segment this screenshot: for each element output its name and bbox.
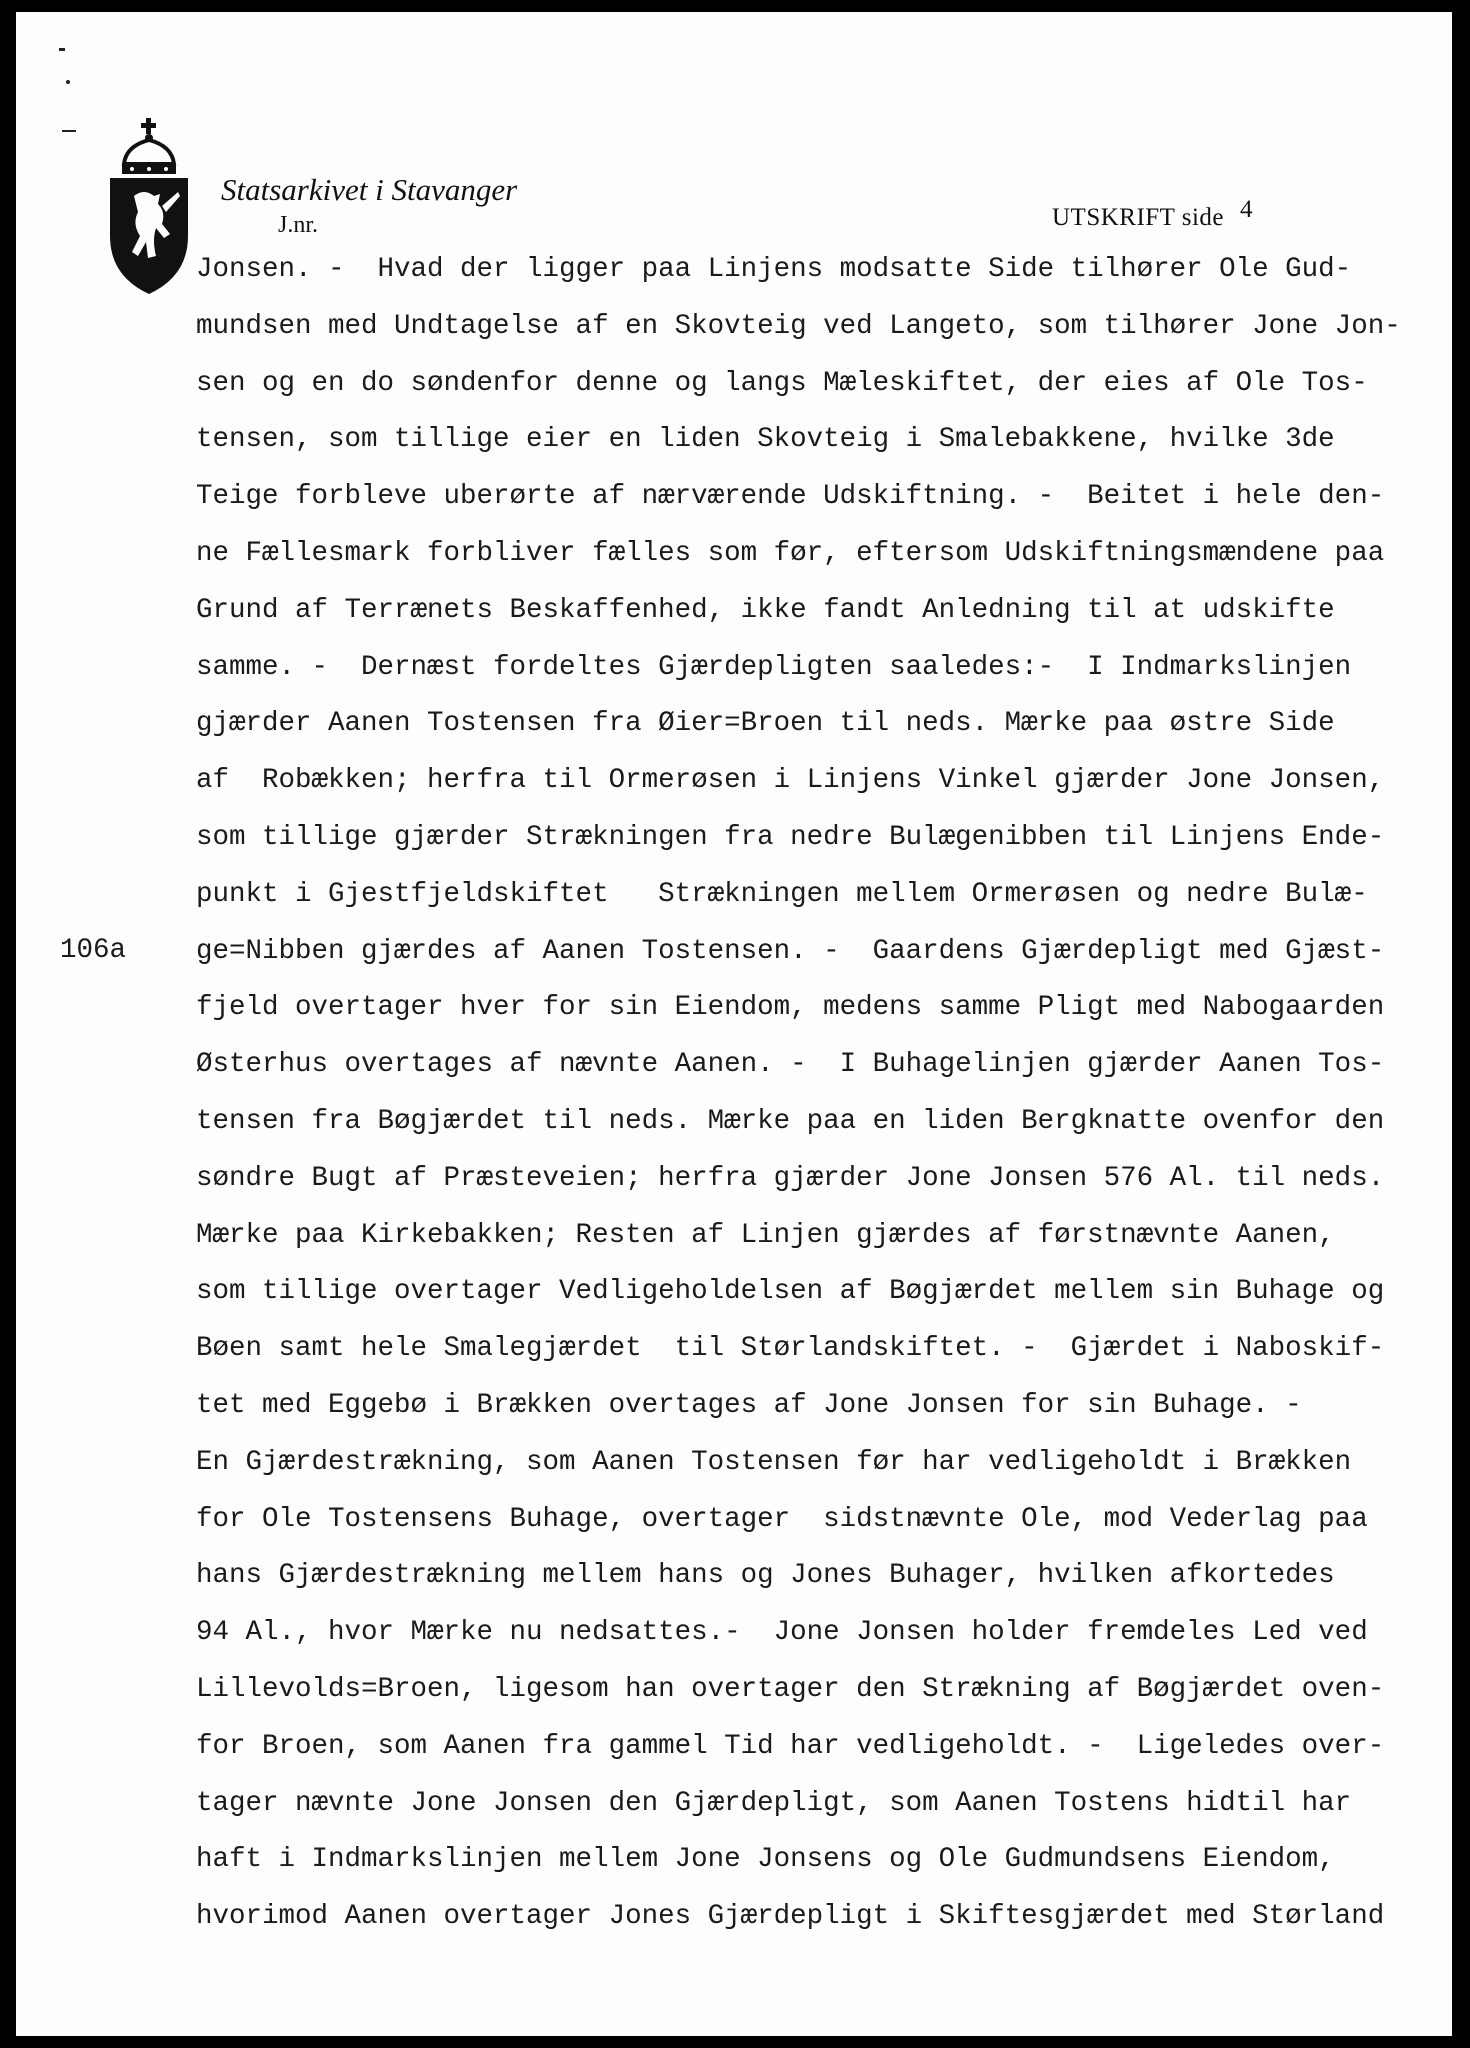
transcript-label: UTSKRIFT side [1052,204,1225,231]
page-number: 4 [1240,196,1254,223]
text-line: som tillige gjærder Strækningen fra nedre Bulægenibben til Linjens Ende- [196,821,1385,853]
text-line: af Robækken; herfra til Ormerøsen i Linjens Vinkel gjærder Jone Jonsen, [196,765,1385,797]
text-line: hans Gjærdestrækning mellem hans og Jones Buhager, hvilken afkortedes [196,1560,1335,1592]
text-line: En Gjærdestrækning, som Aanen Tostensen før har vedligeholdt i Brækken [196,1446,1352,1478]
text-line: Østerhus overtages af nævnte Aanen. - I Buhagelinjen gjærder Aanen Tos- [196,1049,1385,1081]
text-line: som tillige overtager Vedligeholdelsen af Bøgjærdet mellem sin Buhage og [196,1276,1385,1308]
text-line: haft i Indmarkslinjen mellem Jone Jonsens og Ole Gudmundsens Eiendom, [196,1844,1335,1876]
text-line: fjeld overtager hver for sin Eiendom, medens samme Pligt med Nabogaarden [196,992,1385,1024]
scan-mark [59,48,65,51]
text-line: tet med Eggebø i Brækken overtages af Jone Jonsen for sin Buhage. - [196,1389,1302,1421]
text-line: mundsen med Undtagelse af en Skovteig ved Langeto, som tilhører Jone Jon- [196,310,1401,342]
text-line: tensen fra Bøgjærdet til neds. Mærke paa en liden Bergknatte ovenfor den [196,1105,1385,1137]
transcript-body [196,252,1436,1956]
text-line: Jonsen. - Hvad der ligger paa Linjens modsatte Side tilhører Ole Gud- [196,254,1352,285]
document-page [16,12,1452,2036]
text-line: for Ole Tostensens Buhage, overtager sidstnævnte Ole, mod Vederlag paa [196,1503,1368,1535]
journal-number-label: J.nr. [278,212,319,238]
text-line: punkt i Gjestfjeldskiftet Strækningen mellem Ormerøsen og nedre Bulæ- [196,878,1368,910]
text-line: Mærke paa Kirkebakken; Resten af Linjen gjærdes af førstnævnte Aanen, [196,1219,1335,1251]
text-line: søndre Bugt af Præsteveien; herfra gjærder Jone Jonsen 576 Al. til neds. [196,1162,1385,1194]
text-line: Teige forbleve uberørte af nærværende Udskiftning. - Beitet i hele den- [196,481,1385,513]
text-line: ge=Nibben gjærdes af Aanen Tostensen. - Gaardens Gjærdepligt med Gjæst- [196,935,1385,967]
text-line: tager nævnte Jone Jonsen den Gjærdepligt, som Aanen Tostens hidtil har [196,1787,1352,1819]
scan-mark [62,130,76,132]
text-line: sen og en do søndenfor denne og langs Mæleskiftet, der eies af Ole Tos- [196,367,1368,399]
margin-note: 106a [60,935,127,966]
text-line: hvorimod Aanen overtager Jones Gjærdepligt i Skiftesgjærdet med Størland [196,1901,1385,1933]
text-line: samme. - Dernæst fordeltes Gjærdepligten saaledes:- I Indmarkslinjen [196,651,1352,683]
text-line: Bøen samt hele Smalegjærdet til Størlandskiftet. - Gjærdet i Naboskif- [196,1333,1385,1365]
text-line: tensen, som tillige eier en liden Skovteig i Smalebakkene, hvilke 3de [196,424,1335,456]
text-line: Lillevolds=Broen, ligesom han overtager den Strækning af Bøgjærdet oven- [196,1673,1385,1705]
text-line: ne Fællesmark forbliver fælles som før, eftersom Udskiftningsmændene paa [196,537,1385,569]
transcript-heading [1052,196,1254,232]
scan-mark [66,80,70,84]
text-line: 94 Al., hvor Mærke nu nedsattes.- Jone Jonsen holder fremdeles Led ved [196,1617,1368,1649]
text-line: gjærder Aanen Tostensen fra Øier=Broen til neds. Mærke paa østre Side [196,708,1335,740]
text-line: Grund af Terrænets Beskaffenhed, ikke fandt Anledning til at udskifte [196,594,1335,626]
archive-name: Statsarkivet i Stavanger [221,172,518,207]
text-line: for Broen, som Aanen fra gammel Tid har vedligeholdt. - Ligeledes over- [196,1730,1385,1762]
coat-of-arms-icon [104,116,194,296]
